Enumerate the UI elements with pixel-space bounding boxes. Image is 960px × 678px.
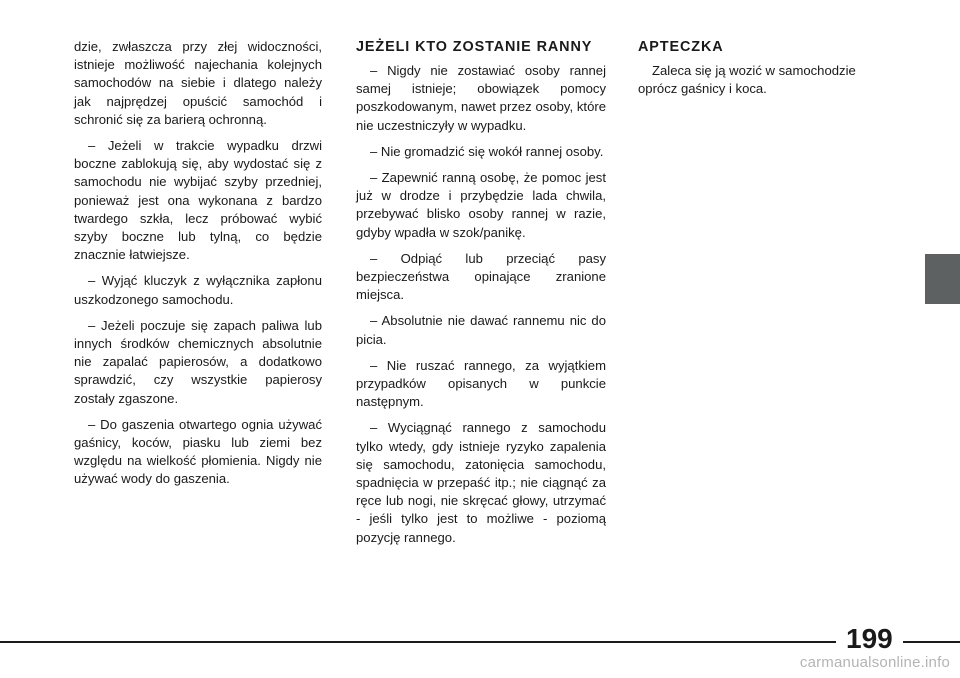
list-item: – Do gaszenia otwartego ognia używać gaśnicy, koców, piasku lub ziemi bez względu na wielkość płomienia. Nigdy nie używać wody do gaszenia. — [74, 416, 322, 487]
section-tab-marker — [925, 254, 960, 304]
list-item: – Jeżeli w trakcie wypadku drzwi boczne zablokują się, aby wydostać się z samochodu nie wybijać szyby przedniej, ponieważ jest ona wykonana z bardzo twardego szkła, lecz próbować wybić szyby boczne lub tylną, co będzie znacznie łatwiejsze. — [74, 138, 322, 263]
footer-rule — [0, 641, 960, 643]
paragraph: Zaleca się ją wozić w samochodzie oprócz gaśnicy i koca. — [638, 63, 856, 97]
list-item: – Odpiąć lub przeciąć pasy bezpieczeństwa opinające zranione miejsca. — [356, 250, 606, 303]
watermark: carmanualsonline.info — [799, 654, 950, 671]
text-column-1 — [74, 38, 322, 497]
list-item: – Nigdy nie zostawiać osoby rannej samej istnieje; obowiązek pomocy poszkodowanym, nawet przez osoby, które nie uczestniczyły w wypadku. — [356, 63, 606, 133]
list-item: – Nie gromadzić się wokół rannej osoby. — [370, 143, 604, 159]
section-heading-injured: JEŻELI KTO ZOSTANIE RANNY — [356, 39, 593, 55]
list-item: – Absolutnie nie dawać rannemu nic do picia. — [356, 313, 606, 347]
section-heading-first-aid-kit: APTECZKA — [638, 39, 724, 55]
list-item: – Wyjąć kluczyk z wyłącznika zapłonu uszkodzonego samochodu. — [74, 273, 322, 307]
page-number: 199 — [836, 619, 903, 659]
list-item: – Zapewnić ranną osobę, że pomoc jest już w drodze i przybędzie lada chwila, przebywać blisko osoby rannej w razie, gdyby wpadła w szok/panikę. — [356, 170, 606, 240]
list-item: – Nie ruszać rannego, za wyjątkiem przypadków opisanych w punkcie następnym. — [356, 357, 606, 410]
list-item: – Wyciągnąć rannego z samochodu tylko wtedy, gdy istnieje ryzyko zapalenia się samochodu, zatonięcia samochodu, spadnięcia w przepaść itp.; nie ciągnąć za ręce lub nogi, nie skręcać głowy, utrzymać - jeśli tylko jest to możliwe - poziomą pozycję rannego. — [356, 420, 606, 545]
text-column-2 — [356, 38, 606, 555]
paragraph: dzie, zwłaszcza przy złej widoczności, istnieje możliwość najechania kolejnych samochodów na siebie i dlatego należy jak najprędzej opuścić samochód i schronić się za barierą ochronną. — [74, 39, 322, 127]
text-column-3 — [638, 38, 888, 106]
list-item: – Jeżeli poczuje się zapach paliwa lub innych środków chemicznych absolutnie nie zapalać papierosów, a dodatkowo sprawdzić, czy wszystkie papierosy zostały zgaszone. — [74, 317, 322, 406]
